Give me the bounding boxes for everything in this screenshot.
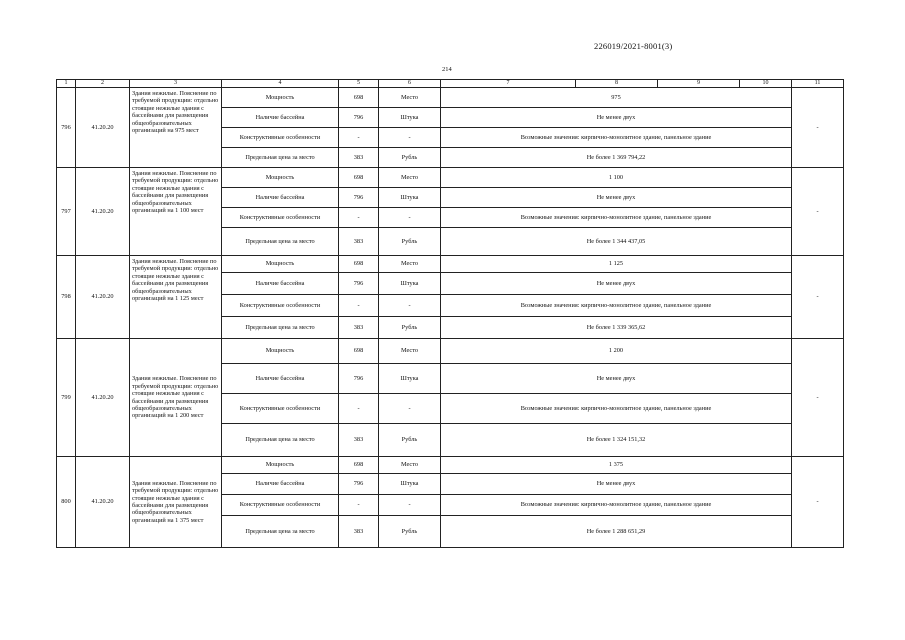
unit-name: Место <box>379 88 441 108</box>
param-value: Не более 1 339 365,62 <box>441 317 792 339</box>
okei-code: 698 <box>339 256 379 273</box>
param-name: Наличие бассейна <box>222 108 339 128</box>
param-name: Предельная цена за место <box>222 317 339 339</box>
okei-code: 383 <box>339 317 379 339</box>
param-value: Не менее двух <box>441 108 792 128</box>
param-name: Предельная цена за место <box>222 516 339 548</box>
param-value: Возможные значения: кирпично-монолитное здание, панельное здание <box>441 295 792 317</box>
product-description: Здания нежилые. Пояснение по требуемой продукции: отдельно стоящие нежилые здания с бассейнами для размещения общеобразовательных организаций на 1 200 мест <box>130 339 222 457</box>
header-cell: 2 <box>76 80 130 88</box>
product-description: Здания нежилые. Пояснение по требуемой продукции: отдельно стоящие нежилые здания с бассейнами для размещения общеобразовательных организаций на 1 100 мест <box>130 168 222 256</box>
okei-code: 383 <box>339 516 379 548</box>
param-value: Возможные значения: кирпично-монолитное здание, панельное здание <box>441 495 792 516</box>
okei-code: 698 <box>339 339 379 364</box>
okei-code: - <box>339 295 379 317</box>
param-value: 1 375 <box>441 457 792 474</box>
okei-code: 796 <box>339 108 379 128</box>
okei-code: 698 <box>339 168 379 188</box>
table-row <box>57 256 844 273</box>
okei-code: 796 <box>339 474 379 495</box>
param-value: Возможные значения: кирпично-монолитное здание, панельное здание <box>441 394 792 424</box>
param-name: Предельная цена за место <box>222 228 339 256</box>
param-value: 1 125 <box>441 256 792 273</box>
unit-name: - <box>379 208 441 228</box>
unit-name: Место <box>379 168 441 188</box>
page-number: 214 <box>442 66 452 73</box>
okei-code: 698 <box>339 457 379 474</box>
unit-name: Штука <box>379 188 441 208</box>
param-name: Мощность <box>222 88 339 108</box>
header-cell: 5 <box>339 80 379 88</box>
row-number: 796 <box>57 88 76 168</box>
row-number: 799 <box>57 339 76 457</box>
unit-name: Штука <box>379 108 441 128</box>
unit-name: Место <box>379 339 441 364</box>
okei-code: - <box>339 208 379 228</box>
param-value: 1 200 <box>441 339 792 364</box>
row-number: 797 <box>57 168 76 256</box>
header-cell: 6 <box>379 80 441 88</box>
table-row <box>57 339 844 364</box>
param-value: Не менее двух <box>441 474 792 495</box>
param-name: Наличие бассейна <box>222 273 339 295</box>
param-name: Предельная цена за место <box>222 424 339 457</box>
unit-name: Рубль <box>379 228 441 256</box>
header-cell: 10 <box>740 80 792 88</box>
param-name: Наличие бассейна <box>222 474 339 495</box>
unit-name: - <box>379 495 441 516</box>
param-value: Не менее двух <box>441 364 792 394</box>
okpd2-code: 41.20.20 <box>76 88 130 168</box>
header-cell: 1 <box>57 80 76 88</box>
unit-name: - <box>379 394 441 424</box>
col11-value: - <box>792 88 844 168</box>
unit-name: Штука <box>379 273 441 295</box>
unit-name: Рубль <box>379 424 441 457</box>
unit-name: Штука <box>379 364 441 394</box>
unit-name: Место <box>379 457 441 474</box>
param-value: Возможные значения: кирпично-монолитное здание, панельное здание <box>441 128 792 148</box>
okpd2-code: 41.20.20 <box>76 457 130 548</box>
param-name: Конструктивные особенности <box>222 495 339 516</box>
param-name: Конструктивные особенности <box>222 394 339 424</box>
document-number: 226019/2021-8001(3) <box>594 41 673 51</box>
param-name: Мощность <box>222 256 339 273</box>
okei-code: 796 <box>339 364 379 394</box>
header-cell: 7 <box>441 80 576 88</box>
param-value: Не менее двух <box>441 273 792 295</box>
okpd2-code: 41.20.20 <box>76 339 130 457</box>
product-description: Здания нежилые. Пояснение по требуемой продукции: отдельно стоящие нежилые здания с бассейнами для размещения общеобразовательных организаций на 975 мест <box>130 88 222 168</box>
catalog-table <box>56 79 844 548</box>
col11-value: - <box>792 168 844 256</box>
unit-name: Рубль <box>379 516 441 548</box>
col11-value: - <box>792 339 844 457</box>
param-name: Мощность <box>222 339 339 364</box>
unit-name: Рубль <box>379 148 441 168</box>
okei-code: 796 <box>339 273 379 295</box>
okei-code: - <box>339 128 379 148</box>
col11-value: - <box>792 457 844 548</box>
header-cell: 11 <box>792 80 844 88</box>
param-name: Предельная цена за место <box>222 148 339 168</box>
unit-name: Место <box>379 256 441 273</box>
okei-code: 698 <box>339 88 379 108</box>
unit-name: Рубль <box>379 317 441 339</box>
row-number: 798 <box>57 256 76 339</box>
param-name: Конструктивные особенности <box>222 128 339 148</box>
table-row <box>57 457 844 474</box>
param-value: Возможные значения: кирпично-монолитное здание, панельное здание <box>441 208 792 228</box>
unit-name: Штука <box>379 474 441 495</box>
param-value: Не более 1 369 794,22 <box>441 148 792 168</box>
okei-code: 383 <box>339 424 379 457</box>
param-name: Конструктивные особенности <box>222 208 339 228</box>
header-cell: 9 <box>658 80 740 88</box>
param-name: Мощность <box>222 168 339 188</box>
okei-code: 796 <box>339 188 379 208</box>
product-description: Здания нежилые. Пояснение по требуемой продукции: отдельно стоящие нежилые здания с бассейнами для размещения общеобразовательных организаций на 1 125 мест <box>130 256 222 339</box>
unit-name: - <box>379 295 441 317</box>
okei-code: 383 <box>339 228 379 256</box>
param-name: Мощность <box>222 457 339 474</box>
header-cell: 8 <box>576 80 658 88</box>
param-name: Конструктивные особенности <box>222 295 339 317</box>
header-row <box>57 80 844 88</box>
param-value: 1 100 <box>441 168 792 188</box>
okei-code: - <box>339 495 379 516</box>
unit-name: - <box>379 128 441 148</box>
table-row <box>57 168 844 188</box>
param-name: Наличие бассейна <box>222 188 339 208</box>
param-value: Не менее двух <box>441 188 792 208</box>
okpd2-code: 41.20.20 <box>76 168 130 256</box>
col11-value: - <box>792 256 844 339</box>
okei-code: - <box>339 394 379 424</box>
okei-code: 383 <box>339 148 379 168</box>
table-row <box>57 88 844 108</box>
param-value: 975 <box>441 88 792 108</box>
okpd2-code: 41.20.20 <box>76 256 130 339</box>
header-cell: 4 <box>222 80 339 88</box>
param-value: Не более 1 344 437,05 <box>441 228 792 256</box>
header-cell: 3 <box>130 80 222 88</box>
param-name: Наличие бассейна <box>222 364 339 394</box>
product-description: Здания нежилые. Пояснение по требуемой продукции: отдельно стоящие нежилые здания с бассейнами для размещения общеобразовательных организаций на 1 375 мест <box>130 457 222 548</box>
param-value: Не более 1 288 651,29 <box>441 516 792 548</box>
param-value: Не более 1 324 151,32 <box>441 424 792 457</box>
row-number: 800 <box>57 457 76 548</box>
